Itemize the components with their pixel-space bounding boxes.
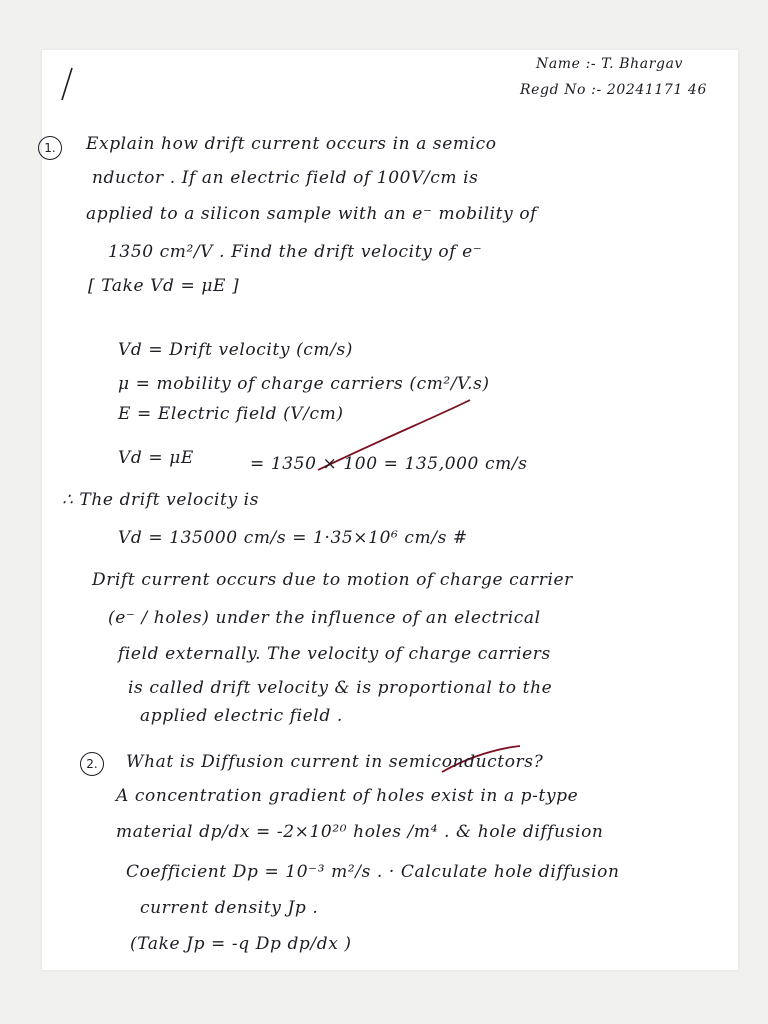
definition-electric-field: E = Electric field (V/cm)	[118, 404, 344, 424]
registration-number: Regd No :- 20241171 46	[520, 82, 707, 98]
q1-line-4: 1350 cm²/V . Find the drift velocity of e⁻	[108, 242, 483, 262]
explanation-line-1: Drift current occurs due to motion of charge carrier	[92, 570, 573, 590]
q1-line-2: nductor . If an electric field of 100V/cm is	[92, 168, 479, 188]
q2-line-3: material dp/dx = -2×10²⁰ holes /m⁴ . & hole diffusion	[116, 822, 604, 842]
question-1-number: 1.	[38, 136, 62, 160]
q1-line-1: Explain how drift current occurs in a semico	[86, 134, 497, 154]
explanation-line-5: applied electric field .	[140, 706, 343, 726]
q2-line-4: Coefficient Dp = 10⁻³ m²/s . · Calculate hole diffusion	[126, 862, 620, 882]
definition-drift-velocity: Vd = Drift velocity (cm/s)	[118, 340, 354, 360]
result-line: Vd = 135000 cm/s = 1·35×10⁶ cm/s #	[118, 528, 468, 548]
q1-line-3: applied to a silicon sample with an e⁻ mobility of	[86, 204, 538, 224]
question-2-number: 2.	[80, 752, 104, 776]
q2-line-2: A concentration gradient of holes exist in a p-type	[116, 786, 579, 806]
student-name: Name :- T. Bhargav	[536, 56, 684, 72]
q2-line-5: current density Jp .	[140, 898, 319, 918]
q2-line-1: What is Diffusion current in semiconductors?	[126, 752, 544, 772]
explanation-line-2: (e⁻ / holes) under the influence of an electrical	[108, 608, 541, 628]
explanation-line-3: field externally. The velocity of charge carriers	[118, 644, 551, 664]
result-intro: ∴ The drift velocity is	[62, 490, 260, 510]
definition-mobility: μ = mobility of charge carriers (cm²/V.s)	[118, 374, 490, 394]
q1-line-5: [ Take Vd = μE ]	[88, 276, 240, 296]
calculation: = 1350 × 100 = 135,000 cm/s	[250, 454, 528, 474]
explanation-line-4: is called drift velocity & is proportional to the	[128, 678, 553, 698]
q2-line-6: (Take Jp = -q Dp dp/dx )	[130, 934, 352, 954]
equation: Vd = μE	[118, 448, 194, 468]
